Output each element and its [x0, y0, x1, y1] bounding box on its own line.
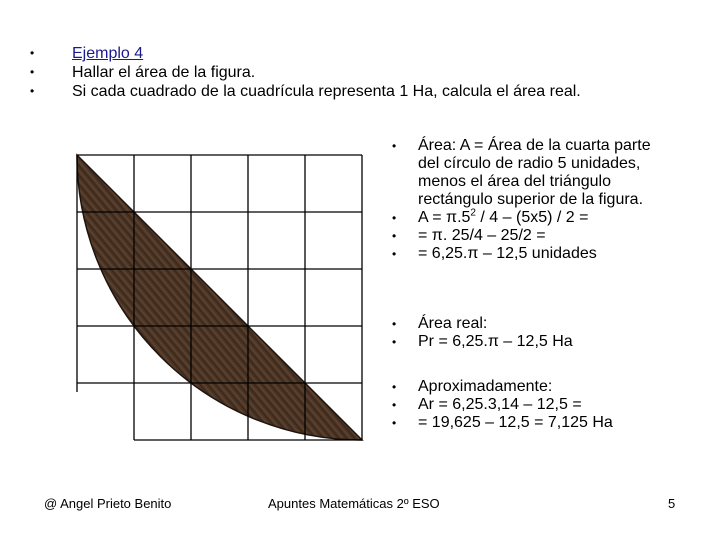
- list-item: • = 6,25.π – 12,5 unidades: [392, 245, 662, 263]
- approx-list: [392, 378, 662, 432]
- list-item: • = 19,625 – 12,5 = 7,125 Ha: [392, 414, 662, 432]
- list-item: • $A = \pi.5^2 / 4 - (5x5) / 2$ =: [392, 209, 662, 227]
- list-item: • = π. 25/4 – 25/2 =: [392, 227, 662, 245]
- footer-author: @ Angel Prieto Benito: [44, 496, 172, 511]
- header-list: [30, 44, 710, 101]
- footer-course: Apuntes Matemáticas 2º ESO: [268, 496, 440, 511]
- example-title[interactable]: Ejemplo 4: [72, 45, 144, 62]
- grid-figure: [60, 140, 380, 460]
- real-area-list: [392, 315, 662, 351]
- list-item: • Pr = 6,25.π – 12,5 Ha: [392, 333, 662, 351]
- shaded-region: [77, 155, 362, 440]
- page-number: 5: [668, 496, 676, 511]
- list-item: • Hallar el área de la figura.: [30, 63, 710, 82]
- area-list: [392, 137, 662, 263]
- list-item: • Área real:: [392, 315, 662, 333]
- list-item: • Si cada cuadrado de la cuadrícula representa 1 Ha, calcula el área real.: [30, 82, 710, 101]
- list-item: • Área: A = Área de la cuarta parte del círculo de radio 5 unidades, menos el área del triángulo rectángulo superior de la figura.: [392, 137, 662, 209]
- list-item: [30, 44, 710, 63]
- list-item: • Ar = 6,25.3,14 – 12,5 =: [392, 396, 662, 414]
- list-item: • Aproximadamente:: [392, 378, 662, 396]
